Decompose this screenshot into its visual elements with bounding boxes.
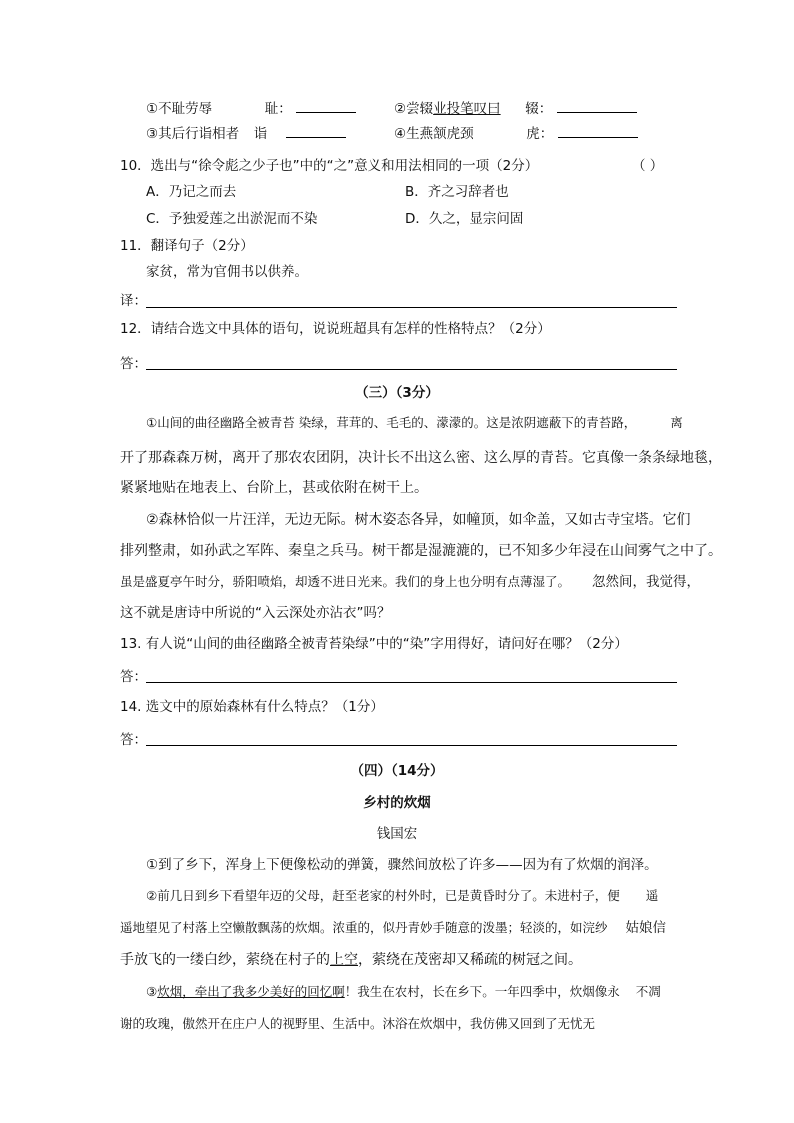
sec3-p1-line1: ①山间的曲径幽路全被青苔 染绿，茸茸的、毛毛的、濛濛的。这是浓阴遮蔽下的青苔路， 离 xyxy=(146,415,683,430)
q10-option-d: D．久之，显宗问固 xyxy=(405,211,524,227)
q11-sentence: 家贫，常为官佣书以供养。 xyxy=(146,264,308,280)
answer-blank[interactable] xyxy=(296,99,356,113)
q13-stem: 13. 有人说“山间的曲径幽路全被青苔染绿”中的“染”字用得好，请问好在哪？（2分） xyxy=(120,636,628,652)
q9-row2-left: ③其后行诣相者 诣 xyxy=(146,124,346,143)
q11-stem: 11．翻译句子（2分） xyxy=(120,238,254,254)
q14-stem: 14. 选文中的原始森林有什么特点？（1分） xyxy=(120,699,384,715)
sec3-p1-line3: 紧紧地贴在地表上、台阶上，甚或依附在树干上。 xyxy=(120,480,428,496)
q12-label: 答： xyxy=(120,356,147,372)
q14-label: 答： xyxy=(120,732,147,748)
q13-label: 答： xyxy=(120,669,147,685)
q10-option-c: C．予独爱莲之出淤泥而不染 xyxy=(146,211,318,227)
q11-label: 译： xyxy=(120,293,147,309)
sec4-p2-line1: ②前几日到乡下看望年迈的父母，赶至老家的村外时，已是黄昏时分了。未进村子，便 遥 xyxy=(146,888,659,903)
q11-answer-line[interactable] xyxy=(146,307,677,308)
q9-row2-right: ④生燕颔虎颈 虎： xyxy=(394,124,638,143)
q10-answer-paren[interactable]: （ ） xyxy=(632,158,664,174)
section4-heading: （四）（14分） xyxy=(350,763,444,779)
answer-blank[interactable] xyxy=(286,124,346,138)
sec4-p2-line3: 手放飞的一缕白纱，萦绕在村子的上空，萦绕在茂密却又稀疏的树冠之间。 xyxy=(120,952,582,968)
sec4-p1: ①到了乡下，浑身上下便像松动的弹簧，骤然间放松了许多——因为有了炊烟的润泽。 xyxy=(146,857,658,873)
q10-option-b: B．齐之习辞者也 xyxy=(405,184,509,200)
answer-blank[interactable] xyxy=(558,124,638,138)
sec3-p2-line3: 虽是盛夏亭午时分，骄阳喷焰，却透不进日光来。我们的身上也分明有点薄湿了。 忽然间，我觉得， xyxy=(120,574,700,590)
sec4-p3-line1: ③炊烟，牵出了我多少美好的回忆啊！我生在农村，长在乡下。一年四季中，炊烟像永 不凋 xyxy=(146,984,661,999)
q12-answer-line[interactable] xyxy=(146,369,677,370)
q10-stem: 10．选出与“徐令彪之少子也”中的“之”意义和用法相同的一项（2分） xyxy=(120,158,539,174)
q13-answer-line[interactable] xyxy=(146,682,677,683)
q10-option-a: A．乃记之而去 xyxy=(146,184,237,200)
sec3-p2-line2: 排列整肃，如孙武之军阵、秦皇之兵马。树干都是湿漉漉的，已不知多少年浸在山间雾气之中了。 xyxy=(120,543,722,559)
q14-answer-line[interactable] xyxy=(146,745,677,746)
q9-row1-left: ①不耻劳辱 耻： xyxy=(146,99,356,118)
article-title: 乡村的炊烟 xyxy=(363,795,431,811)
article-author: 钱国宏 xyxy=(376,826,418,842)
q12-stem: 12．请结合选文中具体的语句，说说班超具有怎样的性格特点？（2分） xyxy=(120,321,551,337)
answer-blank[interactable] xyxy=(557,99,637,113)
sec4-p2-line2: 遥地望见了村落上空懒散飘荡的炊烟。浓重的，似丹青妙手随意的泼墨；轻淡的，如浣纱 姑娘信 xyxy=(120,920,666,936)
sec4-p3-line2: 谢的玫瑰，傲然开在庄户人的视野里、生活中。沐浴在炊烟中，我仿佛又回到了无忧无 xyxy=(120,1016,596,1031)
sec3-p1-line2: 开了那森森万树，离开了那农农团阴，决计长不出这么密、这么厚的青苔。它真像一条条绿地毯， xyxy=(120,450,722,466)
section3-heading: （三）（3分） xyxy=(355,385,439,401)
sec3-p2-line4: 这不就是唐诗中所说的“入云深处亦沾衣”吗？ xyxy=(120,605,391,621)
q9-row1-right: ②尝辍业投笔叹曰 辍： xyxy=(394,99,637,118)
sec3-p2-line1: ②森林恰似一片汪洋，无边无际。树木姿态各异，如幢顶，如伞盖，又如古寺宝塔。它们 xyxy=(146,512,691,528)
